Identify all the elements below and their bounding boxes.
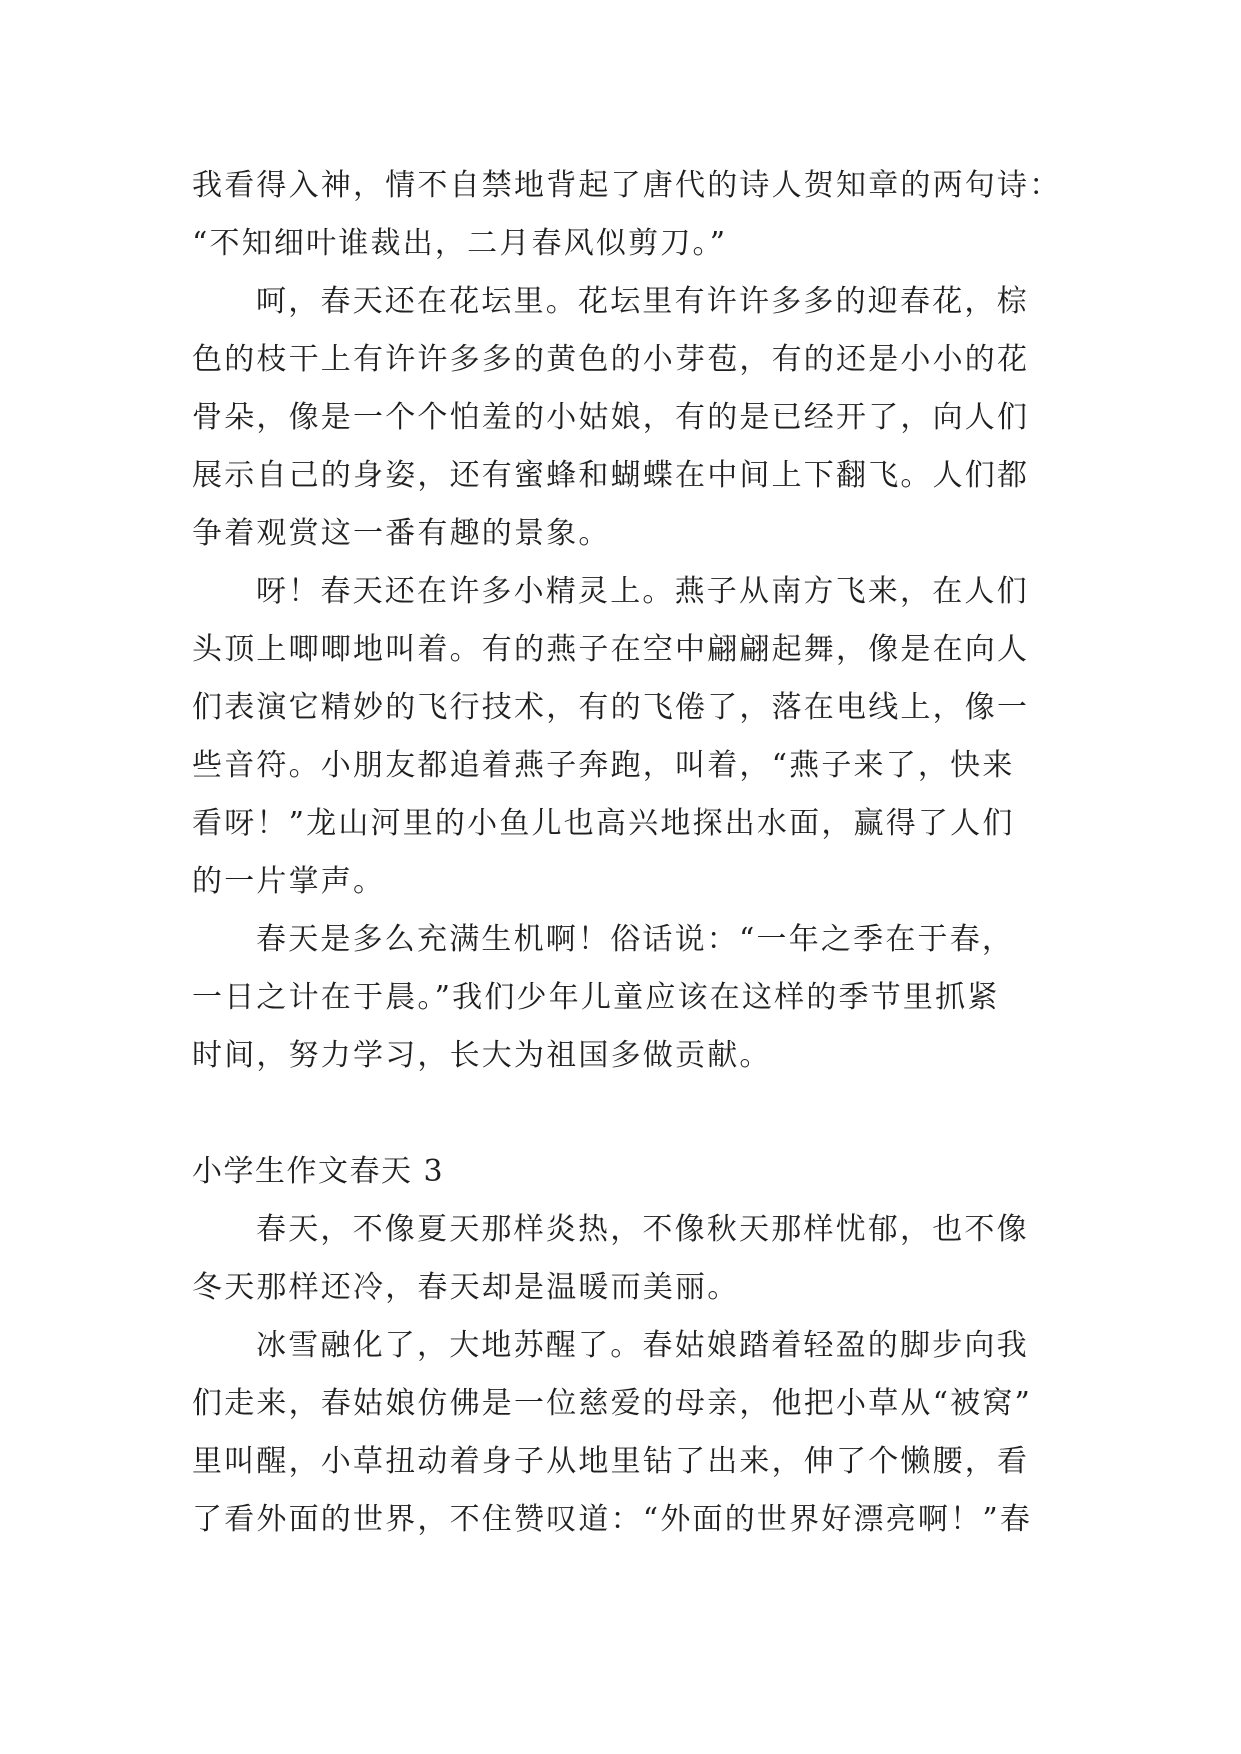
text-line: 时间，努力学习，长大为祖国多做贡献。 [192, 1038, 772, 1073]
text-line: 头顶上唧唧地叫着。有的燕子在空中翩翩起舞，像是在向人 [192, 632, 1030, 667]
text-line: 里叫醒，小草扭动着身子从地里钻了出来，伸了个懒腰，看 [192, 1444, 1030, 1479]
text-line: 些音符。小朋友都追着燕子奔跑，叫着，“燕子来了，快来 [192, 748, 1015, 783]
paragraph-first-line: 春天是多么充满生机啊！俗话说：“一年之季在于春， [256, 922, 1015, 957]
text-line: 色的枝干上有许许多多的黄色的小芽苞，有的还是小小的花 [192, 342, 1030, 377]
paragraph-first-line: 呀！春天还在许多小精灵上。燕子从南方飞来，在人们 [256, 574, 1029, 609]
paragraph-first-line: 冰雪融化了，大地苏醒了。春姑娘踏着轻盈的脚步向我 [256, 1328, 1029, 1363]
text-line: 冬天那样还冷，春天却是温暖而美丽。 [192, 1270, 740, 1305]
section-gap [192, 1085, 1054, 1143]
text-line: 我看得入神，情不自禁地背起了唐代的诗人贺知章的两句诗： [192, 168, 1062, 203]
text-line: 们走来，春姑娘仿佛是一位慈爱的母亲，他把小草从“被窝” [192, 1386, 1033, 1421]
paragraph-first-line: 呵，春天还在花坛里。花坛里有许许多多的迎春花，棕 [256, 284, 1029, 319]
text-line: 争着观赏这一番有趣的景象。 [192, 516, 611, 551]
document-body [192, 157, 1062, 1549]
text-line: 们表演它精妙的飞行技术，有的飞倦了，落在电线上，像一 [192, 690, 1030, 725]
text-line: 的一片掌声。 [192, 864, 386, 899]
text-line: 看呀！”龙山河里的小鱼儿也高兴地探出水面，赢得了人们 [192, 806, 1015, 841]
text-line: 骨朵，像是一个个怕羞的小姑娘，有的是已经开了，向人们 [192, 400, 1030, 435]
paragraph-first-line: 春天，不像夏天那样炎热，不像秋天那样忧郁，也不像 [256, 1212, 1029, 1247]
text-line: 展示自己的身姿，还有蜜蜂和蝴蝶在中间上下翻飞。人们都 [192, 458, 1030, 493]
text-line: “不知细叶谁裁出，二月春风似剪刀。” [192, 226, 728, 261]
text-line: 了看外面的世界，不住赞叹道：“外面的世界好漂亮啊！”春 [192, 1502, 1033, 1537]
text-line: 一日之计在于晨。”我们少年儿童应该在这样的季节里抓紧 [192, 980, 1000, 1015]
section-heading: 小学生作文春天 3 [192, 1154, 445, 1189]
